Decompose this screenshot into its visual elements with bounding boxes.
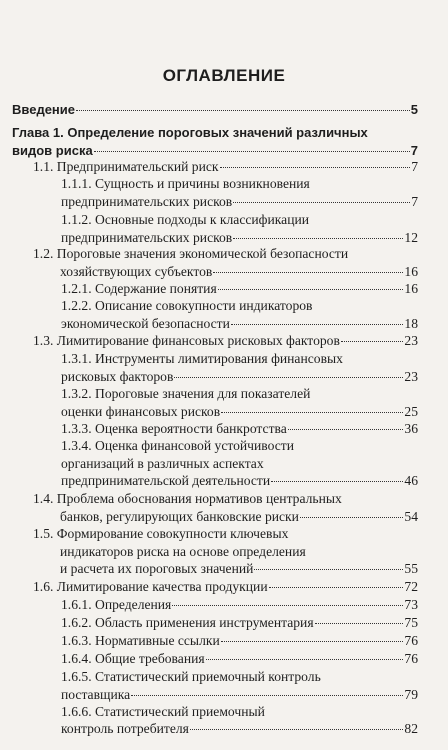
toc-entry-title-line: Инструменты лимитирования финансовых bbox=[95, 351, 343, 366]
toc-page-number: 36 bbox=[404, 421, 418, 436]
toc-entry-1-3[interactable] bbox=[33, 332, 418, 350]
toc-entry-1-6-6[interactable] bbox=[61, 703, 398, 721]
dot-leader bbox=[269, 587, 404, 588]
toc-page-number: 82 bbox=[404, 721, 418, 736]
toc-section-number: 1.6.5. bbox=[61, 669, 92, 684]
toc-section-number: 1.3.1. bbox=[61, 351, 92, 366]
toc-entry-title-line: Проблема обоснования нормативов центральных bbox=[56, 491, 342, 506]
toc-entry-title-line: оценки финансовых рисков bbox=[61, 403, 221, 419]
toc-section-number: 1.6.4. bbox=[61, 651, 92, 666]
dot-leader bbox=[190, 729, 403, 730]
toc-page-number: 7 bbox=[411, 159, 418, 174]
toc-entry-title-line: хозяйствующих субъектов bbox=[60, 263, 213, 279]
toc-entry-1-2-2[interactable] bbox=[61, 297, 418, 332]
toc-section-number: 1.5. bbox=[33, 526, 54, 541]
dot-leader bbox=[315, 623, 404, 624]
toc-entry-1-6-3[interactable] bbox=[61, 632, 418, 650]
toc-section-number: 1.6.3. bbox=[61, 633, 92, 648]
toc-entry-1-1[interactable] bbox=[33, 158, 418, 176]
toc-entry-title-line: предпринимательской деятельности bbox=[61, 473, 271, 488]
toc-entry-1-3-2[interactable] bbox=[61, 385, 418, 420]
dot-leader bbox=[341, 341, 404, 342]
toc-section-number: 1.2. bbox=[33, 246, 54, 261]
dot-leader bbox=[300, 517, 403, 518]
toc-entry-1-6-6-last-line[interactable] bbox=[61, 720, 418, 738]
toc-entry-1-6[interactable] bbox=[33, 578, 418, 596]
toc-page-number: 12 bbox=[404, 229, 418, 245]
toc-entry-1-3-4[interactable] bbox=[61, 437, 418, 490]
toc-entry-title: Содержание понятия bbox=[95, 281, 217, 296]
toc-entry-title-line: предпринимательских рисков bbox=[61, 229, 233, 245]
dot-leader bbox=[213, 272, 403, 273]
toc-page-number: 18 bbox=[404, 315, 418, 331]
toc-entry-1-1-1[interactable] bbox=[61, 175, 418, 210]
toc-entry-title: Оценка вероятности банкротства bbox=[95, 421, 287, 436]
toc-page-number: 25 bbox=[404, 403, 418, 419]
dot-leader bbox=[221, 641, 404, 642]
toc-entry-title-line: предпринимательских рисков bbox=[61, 193, 233, 209]
toc-entry-title-line: Статистический приемочный bbox=[95, 704, 265, 719]
toc-page-number: 79 bbox=[404, 686, 418, 702]
toc-entry-title-line: экономической безопасности bbox=[61, 315, 230, 331]
toc-section-number: 1.3. bbox=[33, 333, 54, 348]
toc-entry-1-5[interactable] bbox=[33, 525, 418, 578]
toc-entry-title-line: Основные подходы к классификации bbox=[95, 212, 310, 227]
toc-entry-title-line: банков, регулирующих банковские риски bbox=[60, 508, 299, 524]
toc-entry-1-2-1[interactable] bbox=[61, 280, 418, 298]
toc-entry-title-line: Пороговые значения для показателей bbox=[95, 386, 311, 401]
toc-page-number: 55 bbox=[404, 561, 418, 576]
toc-section-number: 1.1.2. bbox=[61, 212, 92, 227]
toc-section-number: 1.1. bbox=[33, 159, 54, 174]
dot-leader bbox=[94, 151, 410, 152]
toc-entry-1-6-1[interactable] bbox=[61, 596, 418, 614]
toc-section-number: 1.3.4. bbox=[61, 438, 92, 453]
dot-leader bbox=[218, 289, 404, 290]
toc-entry-1-4[interactable] bbox=[33, 490, 418, 525]
dot-leader bbox=[288, 429, 404, 430]
toc-entry-title-line: Глава 1. Определение пороговых значений различных bbox=[12, 125, 368, 140]
toc-entry-title: Нормативные ссылки bbox=[95, 633, 220, 648]
toc-page-number: 16 bbox=[404, 281, 418, 296]
toc-entry-title-line: контроль потребителя bbox=[61, 721, 189, 736]
toc-entry-title: Введение bbox=[12, 102, 75, 117]
dot-leader bbox=[172, 605, 403, 606]
toc-entry-1-2[interactable] bbox=[33, 245, 418, 280]
toc-page-number: 7 bbox=[410, 142, 418, 158]
dot-leader bbox=[131, 695, 403, 696]
toc-entry-1-3-3[interactable] bbox=[61, 420, 418, 438]
toc-section-number: 1.6.6. bbox=[61, 704, 92, 719]
toc-entry-1-1-2[interactable] bbox=[61, 211, 418, 246]
toc-page-number: 23 bbox=[404, 368, 418, 384]
toc-page-number: 72 bbox=[404, 579, 418, 594]
toc-section-number: 1.3.2. bbox=[61, 386, 92, 401]
dot-leader bbox=[231, 324, 404, 325]
toc-page-number: 75 bbox=[404, 615, 418, 630]
toc-entry-title: Предпринимательский риск bbox=[56, 159, 219, 174]
toc-entry-title-line: Сущность и причины возникновения bbox=[95, 176, 310, 191]
toc-entry-title: Лимитирование финансовых рисковых факторов bbox=[56, 333, 340, 348]
dot-leader bbox=[220, 167, 411, 168]
toc-entry-title-line: Пороговые значения экономической безопасности bbox=[56, 246, 349, 261]
toc-section-number: 1.6.1. bbox=[61, 597, 92, 612]
toc-entry-1-6-2[interactable] bbox=[61, 614, 418, 632]
toc-section-number: 1.6. bbox=[33, 579, 54, 594]
toc-page-number: 16 bbox=[404, 263, 418, 279]
toc-page-number: 5 bbox=[410, 102, 418, 117]
dot-leader bbox=[254, 569, 403, 570]
toc-entry-title-line: поставщика bbox=[61, 686, 131, 702]
dot-leader bbox=[221, 412, 403, 413]
dot-leader bbox=[271, 481, 403, 482]
toc-page-number: 23 bbox=[404, 333, 418, 348]
toc-entry-title-line: Описание совокупности индикаторов bbox=[95, 298, 313, 313]
toc-page-number: 76 bbox=[404, 651, 418, 666]
dot-leader bbox=[174, 377, 403, 378]
dot-leader bbox=[233, 238, 403, 239]
toc-entry-1-3-1[interactable] bbox=[61, 350, 418, 385]
toc-entry-1-6-5[interactable] bbox=[61, 668, 418, 703]
toc-section-number: 1.1.1. bbox=[61, 176, 92, 191]
toc-entry-title-line: рисковых факторов bbox=[61, 368, 174, 384]
toc-section-number: 1.6.2. bbox=[61, 615, 92, 630]
toc-entry-chapter-1[interactable] bbox=[12, 124, 418, 159]
dot-leader bbox=[206, 659, 404, 660]
toc-entry-1-6-4[interactable] bbox=[61, 650, 418, 668]
toc-page-number: 73 bbox=[404, 597, 418, 612]
toc-entry-title-line: Оценка финансовой устойчивости bbox=[95, 438, 295, 453]
toc-section-number: 1.2.1. bbox=[61, 281, 92, 296]
toc-entry-title-line: и расчета их пороговых значений bbox=[60, 561, 254, 576]
toc-entry-title-line: Статистический приемочный контроль bbox=[95, 669, 321, 684]
toc-entry-title-line: организаций в различных аспектах bbox=[61, 455, 264, 471]
toc-entry-title: Общие требования bbox=[95, 651, 205, 666]
toc-entry-title: Область применения инструментария bbox=[95, 615, 314, 630]
toc-entry-title-line: индикаторов риска на основе определения bbox=[60, 543, 306, 559]
page-title: ОГЛАВЛЕНИЕ bbox=[162, 66, 286, 85]
toc-section-number: 1.4. bbox=[33, 491, 54, 506]
dot-leader bbox=[233, 202, 410, 203]
dot-leader bbox=[76, 110, 410, 111]
toc-entry-introduction[interactable] bbox=[12, 101, 418, 119]
toc-entry-title-line: Формирование совокупности ключевых bbox=[56, 526, 289, 541]
toc-entry-title: Определения bbox=[95, 597, 172, 612]
toc-page-number: 54 bbox=[404, 508, 418, 524]
toc-entry-title: Лимитирование качества продукции bbox=[56, 579, 268, 594]
toc-page-number: 76 bbox=[404, 633, 418, 648]
toc-page-number: 46 bbox=[404, 473, 418, 488]
toc-entry-title-line: видов риска bbox=[12, 142, 93, 158]
toc-page-number: 7 bbox=[411, 193, 418, 209]
toc-section-number: 1.2.2. bbox=[61, 298, 92, 313]
toc-section-number: 1.3.3. bbox=[61, 421, 92, 436]
